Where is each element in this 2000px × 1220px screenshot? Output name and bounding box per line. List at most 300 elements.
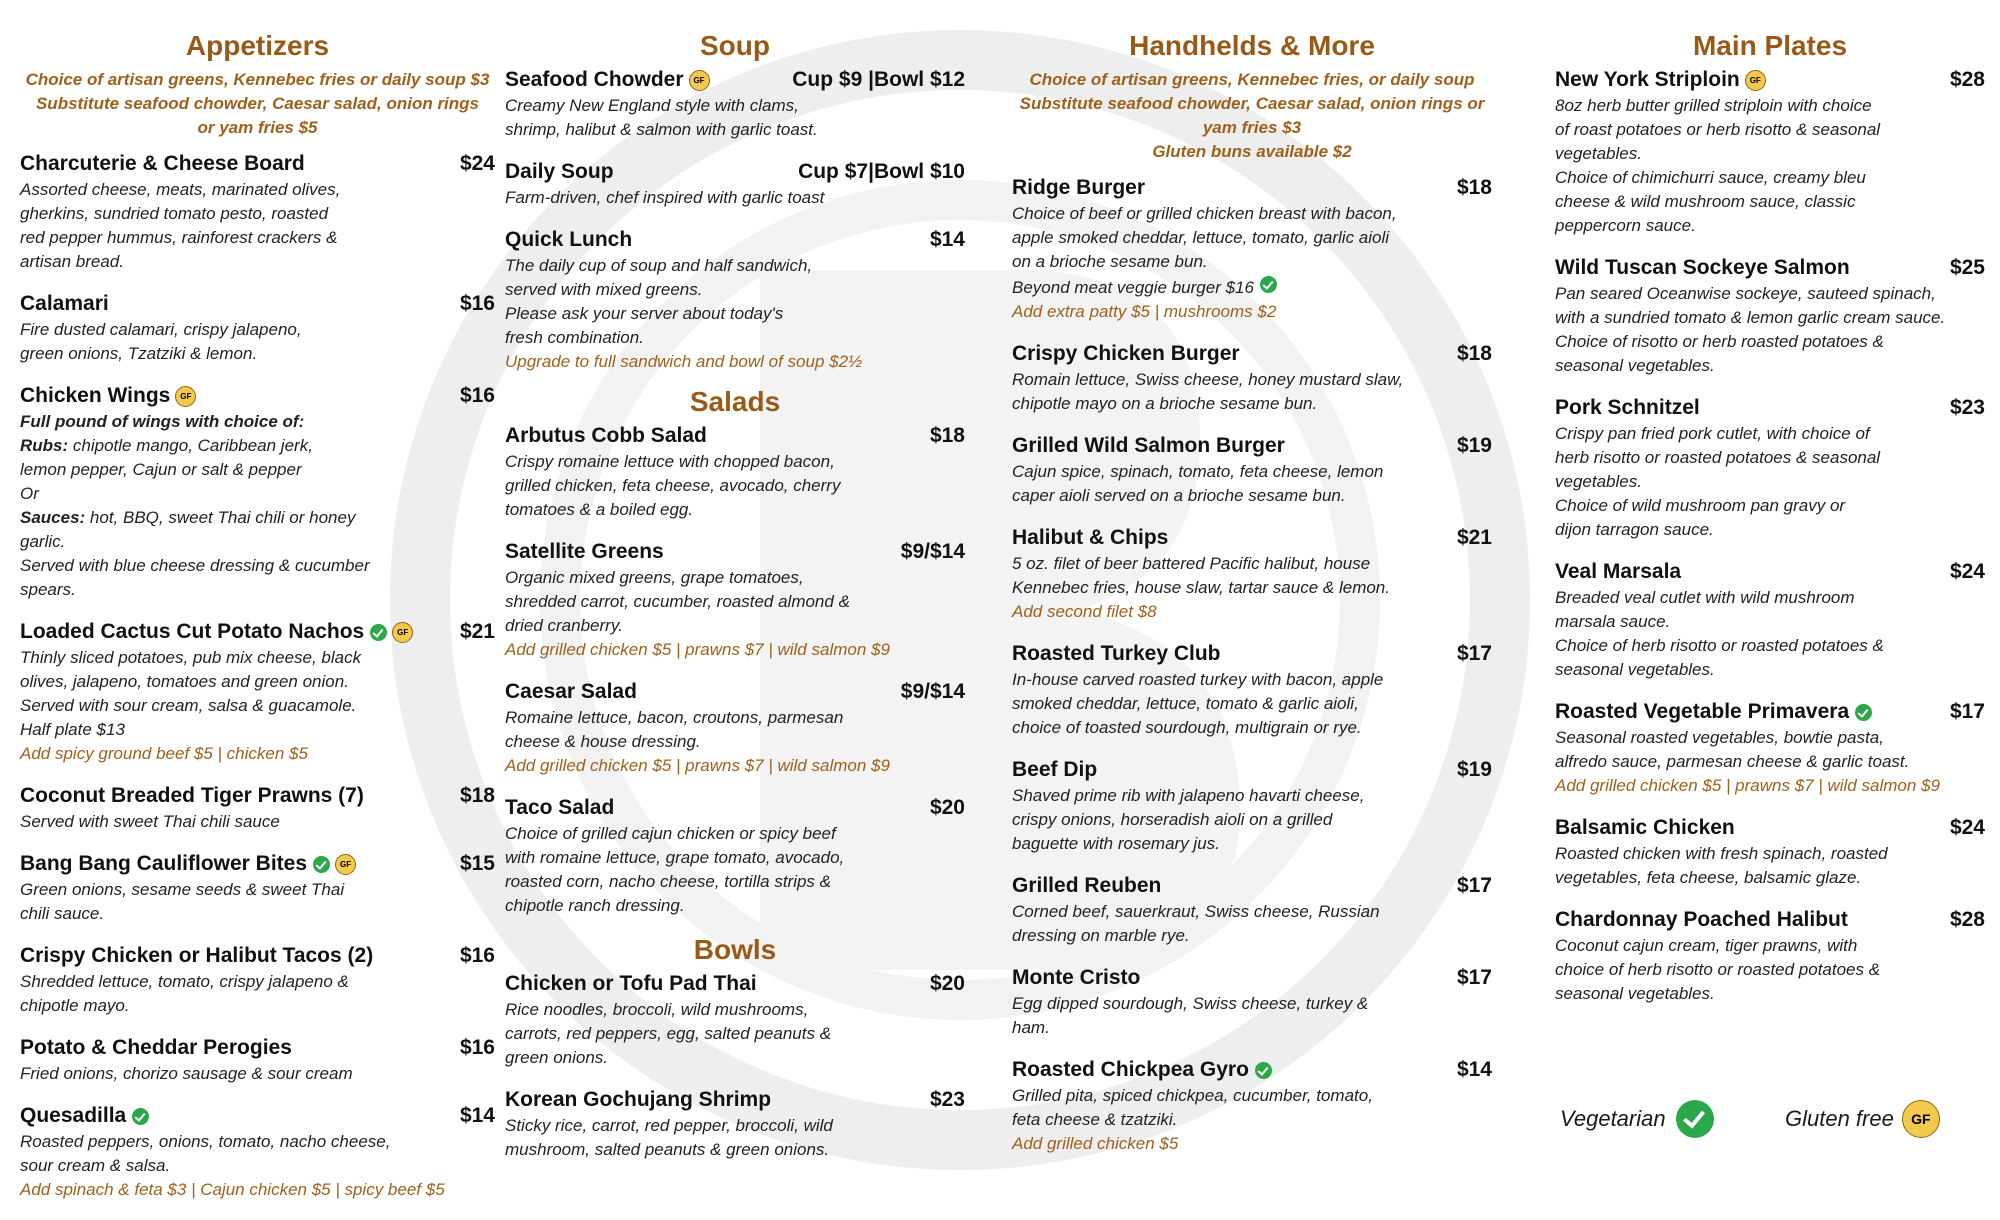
menu-item <box>20 1036 495 1086</box>
menu-item <box>20 784 495 834</box>
menu-item-name <box>1555 816 1735 840</box>
description-line: 8oz herb butter grilled striploin with choice <box>1555 96 1872 115</box>
description-line: Corned beef, sauerkraut, Swiss cheese, Russian <box>1012 902 1380 921</box>
appetizers-heading: Appetizers <box>185 30 330 61</box>
gluten-free-legend <box>1785 1100 1940 1138</box>
rubs-text: chipotle mango, Caribbean jerk, <box>68 436 313 455</box>
menu-item-name-text: Quick Lunch <box>505 228 633 251</box>
menu-item-header <box>505 68 965 92</box>
description-line: red pepper hummus, rainforest crackers & <box>20 228 338 247</box>
menu-item-description <box>1012 1084 1492 1132</box>
menu-item-price: $14 <box>1456 1058 1492 1081</box>
menu-item-description <box>1555 726 1985 774</box>
menu-item <box>1555 700 1985 798</box>
menu-item-price: $18 <box>459 784 495 807</box>
menu-item-price: $14 <box>929 228 965 251</box>
menu-item-name <box>1555 908 1848 932</box>
menu-item-price: $24 <box>1949 560 1985 583</box>
description-line: Shredded lettuce, tomato, crispy jalapeno & <box>20 972 349 991</box>
soup-list <box>505 68 965 374</box>
description-line: baguette with rosemary jus. <box>1012 834 1220 853</box>
menu-item-addon: Add extra patty $5 | mushrooms $2 <box>1012 302 1277 321</box>
handhelds-note: Choice of artisan greens, Kennebec fries, or daily soup Substitute seafood chowder, Caesar salad, onion rings or yam fries $3 Gluten buns available $2 <box>1019 70 1485 161</box>
description-line: vegetables. <box>1555 144 1642 163</box>
description-line: with a sundried tomato & lemon garlic cream sauce. <box>1555 308 1946 327</box>
rubs-label: Rubs: <box>20 436 69 455</box>
menu-item <box>20 944 495 1018</box>
menu-item-description <box>1012 552 1492 600</box>
menu-item-name <box>505 424 707 448</box>
sauces-text: hot, BBQ, sweet Thai chili or honey <box>85 508 356 527</box>
wings-rubs-line <box>20 434 495 458</box>
menu-item-name <box>20 852 356 876</box>
soup-salads-bowls-column <box>505 30 965 1180</box>
vegetarian-icon <box>313 856 330 873</box>
description-line: mushroom, salted peanuts & green onions. <box>505 1140 830 1159</box>
menu-item-price: $16 <box>459 944 495 967</box>
menu-item-description <box>20 810 495 834</box>
menu-item <box>1555 908 1985 1006</box>
description-line: cheese & wild mushroom sauce, classic <box>1555 192 1856 211</box>
description-line: alfredo sauce, parmesan cheese & garlic toast. <box>1555 752 1910 771</box>
description-line: caper aioli served on a brioche sesame bun. <box>1012 486 1346 505</box>
menu-item <box>1012 176 1492 324</box>
menu-item <box>505 680 965 778</box>
description-line: Farm-driven, chef inspired with garlic toast <box>505 188 825 207</box>
menu-item <box>1012 434 1492 508</box>
menu-item-header <box>1555 908 1985 932</box>
menu-item-price: $21 <box>1456 526 1492 549</box>
menu-item <box>20 384 495 602</box>
description-line: Choice of grilled cajun chicken or spicy beef <box>505 824 836 843</box>
menu-item <box>20 1104 495 1202</box>
description-line: 5 oz. filet of beer battered Pacific halibut, house <box>1012 554 1371 573</box>
menu-item-price: $28 <box>1949 908 1985 931</box>
menu-item-description <box>20 878 495 926</box>
description-line: chipotle ranch dressing. <box>505 896 685 915</box>
appetizers-list <box>20 152 495 1202</box>
vegetarian-icon <box>1260 276 1277 293</box>
description-line: Crispy pan fried pork cutlet, with choice of <box>1555 424 1870 443</box>
veggie-option-line <box>1012 276 1492 300</box>
menu-item-description <box>1555 94 1985 238</box>
description-line: chipotle mayo. <box>20 996 130 1015</box>
description-line: Egg dipped sourdough, Swiss cheese, turkey & <box>1012 994 1369 1013</box>
menu-item-description <box>1555 934 1985 1006</box>
menu-item-description <box>20 970 495 1018</box>
menu-item <box>20 152 495 274</box>
description-line: Served with sour cream, salsa & guacamole. <box>20 696 357 715</box>
menu-item-description <box>20 410 495 602</box>
menu-item <box>505 228 965 374</box>
description-line: Kennebec fries, house slaw, tartar sauce & lemon. <box>1012 578 1390 597</box>
menu-item-name-text: Caesar Salad <box>505 680 637 703</box>
menu-item <box>1012 758 1492 856</box>
menu-item-price: $9/$14 <box>900 540 965 563</box>
menu-item-addon: Upgrade to full sandwich and bowl of soup $2½ <box>505 352 863 371</box>
menu-item-name-text: Roasted Turkey Club <box>1012 642 1221 665</box>
menu-item-description <box>505 94 965 142</box>
menu-item-description <box>505 822 965 918</box>
veggie-option-text: Beyond meat veggie burger $16 <box>1012 278 1254 297</box>
description-line: Rice noodles, broccoli, wild mushrooms, <box>505 1000 809 1019</box>
description-line: Green onions, sesame seeds & sweet Thai <box>20 880 345 899</box>
menu-item <box>1555 396 1985 542</box>
menu-item-price: $16 <box>459 384 495 407</box>
menu-item-description <box>1012 368 1492 416</box>
menu-item-header <box>20 784 495 808</box>
appetizers-note: Choice of artisan greens, Kennebec fries or daily soup $3 Substitute seafood chowder, Caesar salad, onion rings or yam fries $5 <box>25 70 490 137</box>
menu-item <box>1012 1058 1492 1156</box>
menu-item-header <box>20 944 495 968</box>
wings-served-line: Served with blue cheese dressing & cucumber <box>20 556 370 575</box>
description-line: Choice of herb risotto or roasted potatoes & <box>1555 636 1884 655</box>
menu-item-name-text: Taco Salad <box>505 796 615 819</box>
menu-item-name-text: Bang Bang Cauliflower Bites <box>20 852 308 875</box>
menu-item-header <box>1555 396 1985 420</box>
description-line: sour cream & salsa. <box>20 1156 171 1175</box>
description-line: Grilled pita, spiced chickpea, cucumber, tomato, <box>1012 1086 1373 1105</box>
menu-item <box>1555 68 1985 238</box>
menu-item-name-text: Crispy Chicken or Halibut Tacos (2) <box>20 944 374 967</box>
description-line: Half plate $13 <box>20 720 125 739</box>
menu-item-name-text: Roasted Chickpea Gyro <box>1012 1058 1249 1081</box>
menu-item-description <box>1555 422 1985 542</box>
description-line: crispy onions, horseradish aioli on a grilled <box>1012 810 1333 829</box>
menu-item-name <box>20 384 196 408</box>
menu-item <box>1012 642 1492 740</box>
menu-item-price: $20 <box>929 972 965 995</box>
menu-item <box>505 160 965 210</box>
menu-item-name-text: Chicken or Tofu Pad Thai <box>505 972 757 995</box>
description-line: peppercorn sauce. <box>1555 216 1696 235</box>
description-line: Thinly sliced potatoes, pub mix cheese, black <box>20 648 362 667</box>
wings-intro: Full pound of wings with choice of: <box>20 412 305 431</box>
menu-item-description <box>1555 282 1985 378</box>
menu-item-name <box>505 228 632 252</box>
description-line: In-house carved roasted turkey with bacon, apple <box>1012 670 1384 689</box>
menu-item-header <box>1012 758 1492 782</box>
description-line: Fried onions, chorizo sausage & sour cream <box>20 1064 353 1083</box>
menu-item-price: $18 <box>1456 342 1492 365</box>
wings-or: Or <box>20 484 39 503</box>
vegetarian-icon <box>1855 704 1872 721</box>
description-line: artisan bread. <box>20 252 124 271</box>
gluten-free-icon: GF <box>335 854 356 875</box>
description-line: Choice of chimichurri sauce, creamy bleu <box>1555 168 1866 187</box>
description-line: Seasonal roasted vegetables, bowtie pasta, <box>1555 728 1884 747</box>
description-line: Breaded veal cutlet with wild mushroom <box>1555 588 1855 607</box>
main-plates-column <box>1555 30 1985 1024</box>
description-line: vegetables. <box>1555 472 1642 491</box>
menu-item-price: $21 <box>459 620 495 643</box>
menu-item <box>505 796 965 918</box>
menu-item-description <box>505 1114 965 1162</box>
description-line: feta cheese & tzatziki. <box>1012 1110 1178 1129</box>
menu-item <box>1012 526 1492 624</box>
appetizers-column <box>20 30 495 1220</box>
description-line: smoked cheddar, lettuce, tomato & garlic aioli, <box>1012 694 1359 713</box>
description-line: Choice of beef or grilled chicken breast with bacon, <box>1012 204 1397 223</box>
menu-item-name <box>20 944 373 968</box>
menu-item-name <box>1555 256 1850 280</box>
menu-item-header <box>505 424 965 448</box>
bowls-heading: Bowls <box>693 934 777 965</box>
description-line: Roasted chicken with fresh spinach, roasted <box>1555 844 1888 863</box>
menu-item-name <box>505 68 710 92</box>
menu-item-header <box>505 796 965 820</box>
menu-item-name-text: Halibut & Chips <box>1012 526 1169 549</box>
menu-item-name <box>1555 560 1681 584</box>
description-line: Choice of wild mushroom pan gravy or <box>1555 496 1846 515</box>
menu-item <box>1012 874 1492 948</box>
menu-item <box>505 68 965 142</box>
menu-item <box>505 424 965 522</box>
menu-item-name <box>1012 1058 1272 1082</box>
bowls-list <box>505 972 965 1162</box>
menu-item-header <box>505 1088 965 1112</box>
description-line: Organic mixed greens, grape tomatoes, <box>505 568 804 587</box>
menu-item-price: $20 <box>929 796 965 819</box>
menu-item-price: Cup $7|Bowl $10 <box>798 160 965 183</box>
main-plates-list <box>1555 68 1985 1006</box>
menu-item-price: $9/$14 <box>900 680 965 703</box>
wings-sauces-line <box>20 506 495 530</box>
menu-item-name-text: Satellite Greens <box>505 540 664 563</box>
menu-item-name-text: Chicken Wings <box>20 384 171 407</box>
menu-item-name-text: Wild Tuscan Sockeye Salmon <box>1555 256 1850 279</box>
menu-item-price: $17 <box>1456 874 1492 897</box>
menu-item-price: $16 <box>459 1036 495 1059</box>
menu-item-name <box>505 1088 771 1112</box>
description-line: served with mixed greens. <box>505 280 703 299</box>
menu-item-name <box>1012 434 1285 458</box>
menu-item-description <box>20 318 495 366</box>
menu-item-description <box>505 566 965 638</box>
description-line: Choice of risotto or herb roasted potatoes & <box>1555 332 1884 351</box>
description-line: carrots, red peppers, egg, salted peanuts & <box>505 1024 832 1043</box>
menu-item-name-text: Balsamic Chicken <box>1555 816 1735 839</box>
menu-item-price: $17 <box>1456 966 1492 989</box>
menu-item-addon: Add grilled chicken $5 <box>1012 1134 1179 1153</box>
description-line: Crispy romaine lettuce with chopped bacon, <box>505 452 835 471</box>
menu-item-name-text: Ridge Burger <box>1012 176 1146 199</box>
menu-item-header <box>505 972 965 996</box>
menu-item-header <box>1012 342 1492 366</box>
description-line: green onions. <box>505 1048 609 1067</box>
menu-item <box>20 292 495 366</box>
menu-item-header <box>505 680 965 704</box>
menu-item-description <box>1555 842 1985 890</box>
wings-rubs-line-2: lemon pepper, Cajun or salt & pepper <box>20 460 302 479</box>
menu-item <box>1555 256 1985 378</box>
menu-item-header <box>20 292 495 316</box>
description-line: fresh combination. <box>505 328 644 347</box>
description-line: The daily cup of soup and half sandwich, <box>505 256 813 275</box>
description-line: grilled chicken, feta cheese, avocado, cherry <box>505 476 841 495</box>
menu-item-description <box>20 1130 495 1178</box>
menu-item-name-text: Loaded Cactus Cut Potato Nachos <box>20 620 365 643</box>
menu-item-price: $18 <box>1456 176 1492 199</box>
menu-item-price: $24 <box>459 152 495 175</box>
menu-item-header <box>1012 526 1492 550</box>
menu-item-header <box>505 228 965 252</box>
menu-item-name <box>20 784 364 808</box>
description-line: on a brioche sesame bun. <box>1012 252 1208 271</box>
menu-item-header <box>20 152 495 176</box>
wings-served-line-2: spears. <box>20 580 76 599</box>
menu-item-name <box>20 152 305 176</box>
description-line: chipotle mayo on a brioche sesame bun. <box>1012 394 1318 413</box>
salads-list <box>505 424 965 918</box>
menu-item-name-text: Veal Marsala <box>1555 560 1682 583</box>
menu-item-header <box>1555 68 1985 92</box>
vegetarian-icon <box>1676 1100 1714 1138</box>
description-line: Fire dusted calamari, crispy jalapeno, <box>20 320 302 339</box>
description-line: dijon tarragon sauce. <box>1555 520 1714 539</box>
menu-item-description <box>20 178 495 274</box>
menu-item-description <box>1012 668 1492 740</box>
menu-item-price: $17 <box>1949 700 1985 723</box>
menu-item-name-text: Roasted Vegetable Primavera <box>1555 700 1850 723</box>
menu-item <box>505 1088 965 1162</box>
vegetarian-icon <box>370 624 387 641</box>
description-line: Cajun spice, spinach, tomato, feta cheese, lemon <box>1012 462 1384 481</box>
main-plates-heading: Main Plates <box>1692 30 1848 61</box>
gluten-free-icon: GF <box>1902 1100 1940 1138</box>
description-line: shrimp, halibut & salmon with garlic toast. <box>505 120 818 139</box>
menu-item-price: $19 <box>1456 758 1492 781</box>
wings-sauces-line-2: garlic. <box>20 532 66 551</box>
description-line: apple smoked cheddar, lettuce, tomato, garlic aioli <box>1012 228 1390 247</box>
description-line: marsala sauce. <box>1555 612 1671 631</box>
menu-item-header <box>20 852 495 876</box>
menu-item <box>505 972 965 1070</box>
menu-item-header <box>1012 176 1492 200</box>
menu-item-description <box>20 1062 495 1086</box>
menu-item-addon: Add grilled chicken $5 | prawns $7 | wild salmon $9 <box>505 756 890 775</box>
menu-item-name <box>1012 758 1097 782</box>
description-line: gherkins, sundried tomato pesto, roasted <box>20 204 329 223</box>
description-line: Please ask your server about today's <box>505 304 784 323</box>
menu-item-name-text: Potato & Cheddar Perogies <box>20 1036 292 1059</box>
menu-item-price: $28 <box>1949 68 1985 91</box>
description-line: seasonal vegetables. <box>1555 660 1715 679</box>
menu-item-price: $25 <box>1949 256 1985 279</box>
menu-item-header <box>20 620 495 644</box>
menu-item <box>1012 966 1492 1040</box>
description-line: tomatoes & a boiled egg. <box>505 500 694 519</box>
menu-item-name-text: Quesadilla <box>20 1104 127 1127</box>
menu-item-description <box>505 186 965 210</box>
menu-item-description <box>1555 586 1985 682</box>
menu-item-name-text: Seafood Chowder <box>505 68 684 91</box>
description-line: choice of toasted sourdough, multigrain or rye. <box>1012 718 1362 737</box>
description-line: Coconut cajun cream, tiger prawns, with <box>1555 936 1858 955</box>
handhelds-heading: Handhelds & More <box>1129 30 1375 61</box>
description-line: Shaved prime rib with jalapeno havarti cheese, <box>1012 786 1365 805</box>
menu-item-name-text: Calamari <box>20 292 109 315</box>
description-line: with romaine lettuce, grape tomato, avocado, <box>505 848 845 867</box>
description-line: seasonal vegetables. <box>1555 356 1715 375</box>
description-line: Sticky rice, carrot, red pepper, broccoli, wild <box>505 1116 833 1135</box>
menu-item-name-text: Daily Soup <box>505 160 614 183</box>
menu-item-price: $17 <box>1456 642 1492 665</box>
menu-item-name <box>1012 874 1161 898</box>
menu-item-name-text: Korean Gochujang Shrimp <box>505 1088 772 1111</box>
menu-item-name <box>1012 526 1168 550</box>
menu-item-name <box>505 796 614 820</box>
menu-item-name-text: Grilled Wild Salmon Burger <box>1012 434 1285 457</box>
menu-item-name <box>505 540 664 564</box>
menu-item-name <box>20 292 109 316</box>
menu-item-name <box>1012 642 1220 666</box>
description-line: Roasted peppers, onions, tomato, nacho cheese, <box>20 1132 391 1151</box>
menu-item-header <box>1555 256 1985 280</box>
menu-item-header <box>1012 642 1492 666</box>
menu-item-header <box>1555 560 1985 584</box>
description-line: olives, jalapeno, tomatoes and green onion. <box>20 672 349 691</box>
description-line: of roast potatoes or herb risotto & seasonal <box>1555 120 1881 139</box>
menu-item-name <box>20 620 413 644</box>
vegetarian-legend <box>1560 1100 1714 1138</box>
vegetarian-icon <box>132 1108 149 1125</box>
menu-item-name-text: Charcuterie & Cheese Board <box>20 152 305 175</box>
menu-item-description <box>1012 784 1492 856</box>
menu-item-price: $23 <box>929 1088 965 1111</box>
sauces-label: Sauces: <box>20 508 86 527</box>
menu-item-name <box>505 680 637 704</box>
menu-item-description <box>505 706 965 754</box>
menu-item-name <box>20 1036 292 1060</box>
menu-item-description <box>1012 460 1492 508</box>
gluten-free-legend-label: Gluten free <box>1785 1106 1894 1131</box>
menu-item <box>1555 816 1985 890</box>
description-line: vegetables, feta cheese, balsamic glaze. <box>1555 868 1862 887</box>
menu-item-name-text: Beef Dip <box>1012 758 1098 781</box>
menu-item-price: $16 <box>459 292 495 315</box>
menu-item-name-text: New York Striploin <box>1555 68 1740 91</box>
description-line: Creamy New England style with clams, <box>505 96 799 115</box>
menu-item-description <box>20 646 495 742</box>
gluten-free-icon: GF <box>1745 70 1766 91</box>
menu-item-header <box>1555 700 1985 724</box>
salads-heading: Salads <box>689 386 781 417</box>
soup-heading: Soup <box>700 30 770 61</box>
menu-item-header <box>20 1036 495 1060</box>
menu-item-name <box>1012 966 1140 990</box>
menu-item-header <box>505 540 965 564</box>
menu-item-addon: Add grilled chicken $5 | prawns $7 | wild salmon $9 <box>505 640 890 659</box>
description-line: cheese & house dressing. <box>505 732 701 751</box>
menu-item-description <box>505 254 965 350</box>
menu-item-header <box>1555 816 1985 840</box>
description-line: dressing on marble rye. <box>1012 926 1190 945</box>
menu-item-name <box>20 1104 149 1128</box>
menu-item <box>1555 560 1985 682</box>
description-line: seasonal vegetables. <box>1555 984 1715 1003</box>
menu-item-addon: Add second filet $8 <box>1012 602 1157 621</box>
menu-item-price: $19 <box>1456 434 1492 457</box>
handhelds-list <box>1012 176 1492 1156</box>
menu-item-name <box>1555 396 1700 420</box>
description-line: ham. <box>1012 1018 1050 1037</box>
description-line: Romain lettuce, Swiss cheese, honey mustard slaw, <box>1012 370 1404 389</box>
description-line: Served with sweet Thai chili sauce <box>20 812 280 831</box>
menu-item <box>505 540 965 662</box>
menu-item-header <box>1012 874 1492 898</box>
menu-item-header <box>20 1104 495 1128</box>
